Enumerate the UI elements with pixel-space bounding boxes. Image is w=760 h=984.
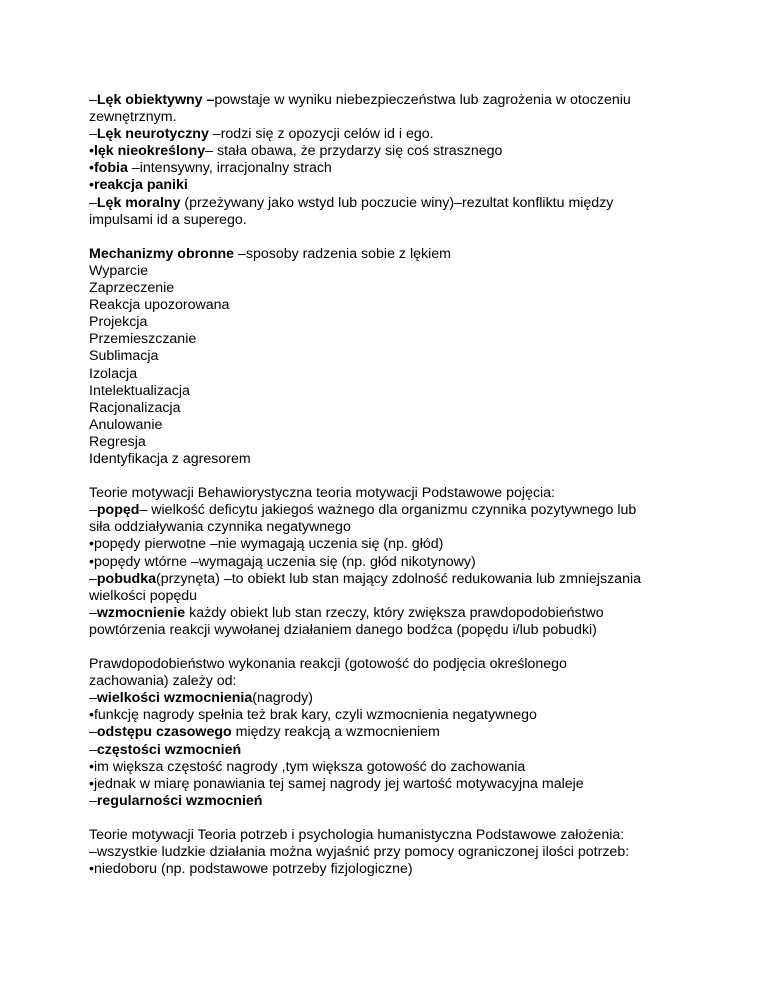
line-text: Projekcja [89, 314, 148, 331]
line-text: •popędy wtórne –wymagają uczenia się (np. głód nikotynowy) [89, 553, 476, 570]
line-text: Wyparcie [89, 262, 149, 279]
bold-term: reakcja paniki [93, 177, 188, 194]
text-line [89, 280, 679, 297]
line-text: •jednak w miarę ponawiania tej samej nagrody jej wartość motywacyjna maleje [89, 775, 584, 792]
text-line [89, 622, 679, 639]
text-line [89, 793, 679, 810]
text-line [89, 126, 679, 143]
line-text: Racjonalizacja [89, 399, 181, 416]
line-marker: • [89, 177, 94, 194]
line-marker: – [89, 724, 97, 741]
text-line [89, 673, 679, 690]
line-marker: – [89, 741, 97, 758]
line-text: Regresja [89, 433, 146, 450]
text-line [89, 160, 679, 177]
text-line [89, 827, 679, 844]
text-line [89, 143, 679, 160]
line-marker: – [89, 126, 97, 143]
line-text: między reakcją a wzmocnieniem [231, 724, 440, 741]
text-line [89, 759, 679, 776]
section-response-probability [89, 656, 679, 810]
text-line [89, 502, 679, 519]
line-text: •popędy pierwotne –nie wymagają uczenia się (np. głód) [89, 536, 444, 553]
text-line [89, 724, 679, 741]
line-text: Przemieszczanie [89, 331, 197, 348]
line-text: •funkcję nagrody spełnia też brak kary, czyli wzmocnienia negatywnego [89, 707, 537, 724]
line-text: Identyfikacja z agresorem [89, 450, 251, 467]
paragraph-gap [89, 229, 679, 246]
text-line [89, 212, 679, 229]
line-marker: – [89, 502, 97, 519]
text-line [89, 92, 679, 109]
text-line [89, 109, 679, 126]
text-line [89, 519, 679, 536]
bold-term: Mechanizmy obronne [89, 245, 235, 262]
bold-term: wielkości wzmocnienia [96, 690, 253, 707]
text-line [89, 195, 679, 212]
bold-term: Lęk neurotyczny [96, 126, 209, 143]
line-text: Anulowanie [89, 416, 163, 433]
paragraph-gap [89, 639, 679, 656]
bold-term: popęd [96, 502, 140, 519]
line-text: –sposoby radzenia sobie z lękiem [234, 245, 451, 262]
text-line [89, 348, 679, 365]
line-marker: – [89, 690, 97, 707]
text-line [89, 297, 679, 314]
bold-term: lęk nieokreślony [93, 143, 206, 160]
text-line [89, 246, 679, 263]
line-marker: – [89, 604, 97, 621]
text-line [89, 571, 679, 588]
bold-term: odstępu czasowego [96, 724, 232, 741]
document-page [89, 92, 679, 878]
line-text: •niedoboru (np. podstawowe potrzeby fizjologiczne) [89, 861, 413, 878]
line-text: wielkości popędu [89, 587, 198, 604]
text-line [89, 331, 679, 348]
bold-term: fobia [93, 160, 128, 177]
line-text: •im większa częstość nagrody ,tym większa gotowość do zachowania [89, 758, 526, 775]
text-line [89, 434, 679, 451]
line-text: Reakcja upozorowana [89, 297, 230, 314]
line-marker: – [89, 92, 97, 108]
line-text: zachowania) zależy od: [89, 673, 237, 690]
bold-term: Lęk obiektywny – [96, 92, 215, 108]
text-line [89, 177, 679, 194]
line-marker: – [89, 792, 97, 809]
bold-term: częstości wzmocnień [96, 741, 242, 758]
text-line [89, 366, 679, 383]
text-line [89, 588, 679, 605]
section-humanistic [89, 827, 679, 878]
line-text: Teorie motywacji Teoria potrzeb i psychologia humanistyczna Podstawowe założenia: [89, 827, 625, 844]
section-defense-mechanisms [89, 246, 679, 468]
line-text: Prawdopodobieństwo wykonania reakcji (gotowość do podjęcia określonego [89, 656, 567, 673]
line-text: Intelektualizacja [89, 382, 190, 399]
line-text: Teorie motywacji Behawiorystyczna teoria motywacji Podstawowe pojęcia: [89, 485, 556, 502]
text-line [89, 690, 679, 707]
line-marker: – [89, 570, 97, 587]
paragraph-gap [89, 810, 679, 827]
text-line [89, 536, 679, 553]
bold-term: pobudka [96, 570, 157, 587]
line-text: –intensywny, irracjonalny strach [127, 160, 332, 177]
text-line [89, 417, 679, 434]
line-text: – stała obawa, że przydarzy się coś strasznego [205, 143, 503, 160]
text-line [89, 383, 679, 400]
bold-term: Lęk moralny [96, 194, 181, 211]
bold-term: wzmocnienie [96, 604, 186, 621]
paragraph-gap [89, 468, 679, 485]
text-line [89, 656, 679, 673]
line-text: (przeżywany jako wstyd lub poczucie winy)–rezultat konfliktu między [180, 194, 614, 211]
line-text: każdy obiekt lub stan rzeczy, który zwiększa prawdopodobieństwo [185, 604, 604, 621]
text-line [89, 861, 679, 878]
text-line [89, 314, 679, 331]
text-line [89, 776, 679, 793]
line-text: siła oddziaływania czynnika negatywnego [89, 519, 351, 536]
text-line [89, 605, 679, 622]
section-anxiety [89, 92, 679, 229]
line-text: –wszystkie ludzkie działania można wyjaśnić przy pomocy ograniczonej ilości potrzeb: [89, 844, 630, 861]
text-line [89, 707, 679, 724]
line-marker: • [89, 160, 94, 177]
line-marker: – [89, 194, 97, 211]
text-line [89, 400, 679, 417]
text-line [89, 263, 679, 280]
line-text: powstaje w wyniku niebezpieczeństwa lub zagrożenia w otoczeniu [214, 92, 631, 108]
line-text: Zaprzeczenie [89, 280, 175, 297]
line-text: zewnętrznym. [89, 109, 177, 126]
line-text: –rodzi się z opozycji celów id i ego. [208, 126, 434, 143]
line-text: – wielkość deficytu jakiegoś ważnego dla organizmu czynnika pozytywnego lub [139, 502, 637, 519]
text-line [89, 451, 679, 468]
text-line [89, 844, 679, 861]
line-text: (przynęta) –to obiekt lub stan mający zdolność redukowania lub zmniejszania [156, 570, 642, 587]
line-marker: • [89, 143, 94, 160]
text-line [89, 485, 679, 502]
line-text: powtórzenia reakcji wywołanej działaniem danego bodźca (popędu i/lub pobudki) [89, 621, 597, 638]
section-behaviorism [89, 485, 679, 639]
line-text: (nagrody) [252, 690, 313, 707]
line-text: Sublimacja [89, 348, 159, 365]
text-line [89, 554, 679, 571]
text-line [89, 742, 679, 759]
line-text: impulsami id a superego. [89, 211, 247, 228]
bold-term: regularności wzmocnień [96, 792, 263, 809]
line-text: Izolacja [89, 365, 138, 382]
